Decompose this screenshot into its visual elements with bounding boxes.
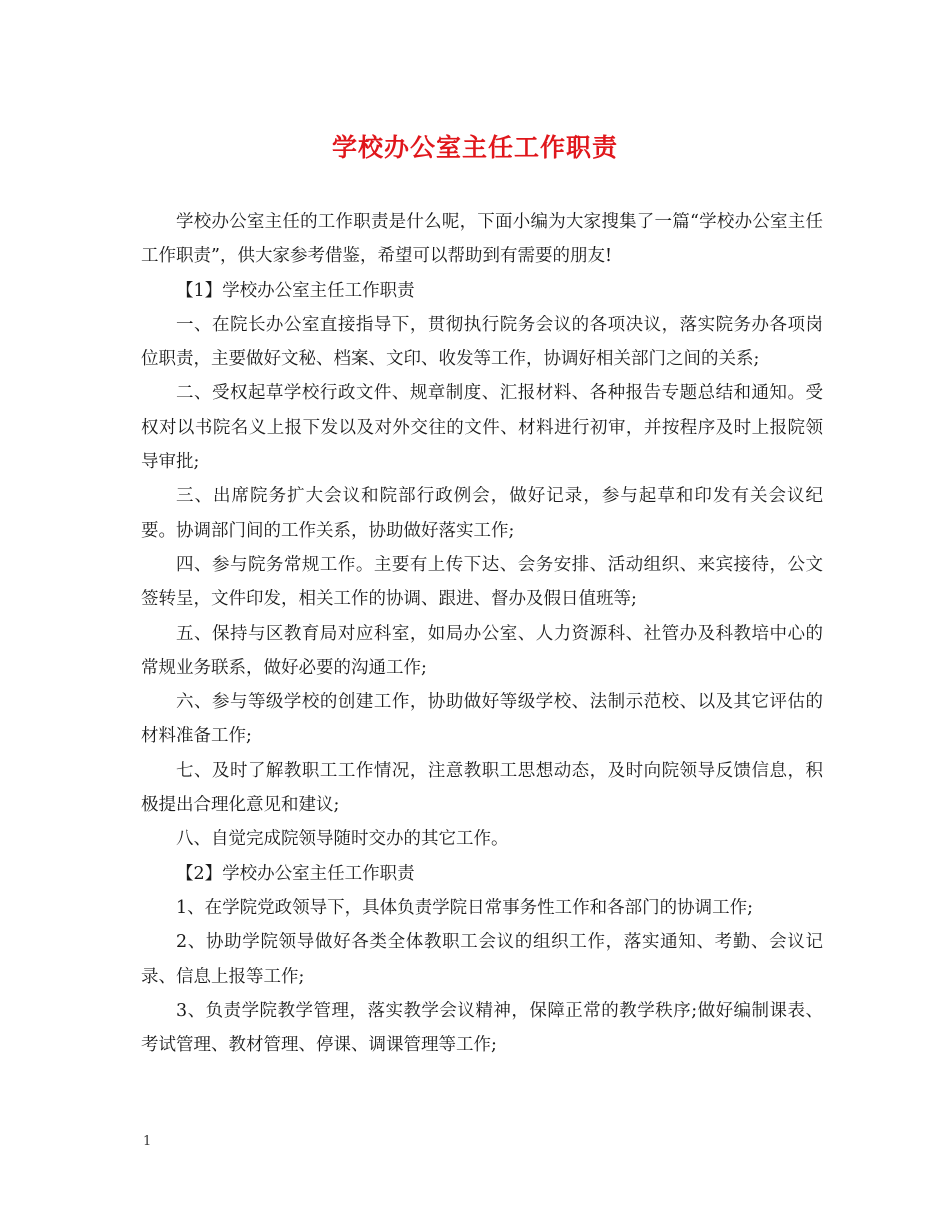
document-body: [141, 205, 823, 1062]
paragraph-item: 二、受权起草学校行政文件、规章制度、汇报材料、各种报告专题总结和通知。受权对以书院名义上报下发以及对外交往的文件、材料进行初审，并按程序及时上报院领导审批;: [141, 383, 823, 473]
paragraph-intro: 学校办公室主任的工作职责是什么呢，下面小编为大家搜集了一篇“学校办公室主任工作职责”，供大家参考借鉴，希望可以帮助到有需要的朋友!: [141, 212, 823, 267]
document-title: 学校办公室主任工作职责: [331, 133, 618, 162]
paragraph-item: 一、在院长办公室直接指导下，贯彻执行院务会议的各项决议，落实院务办各项岗位职责，主要做好文秘、档案、文印、收发等工作，协调好相关部门之间的关系;: [141, 314, 823, 370]
section-heading-2: 【2】学校办公室主任工作职责: [176, 863, 415, 884]
paragraph-item: 六、参与等级学校的创建工作，协助做好等级学校、法制示范校、以及其它评估的材料准备工作;: [141, 692, 823, 747]
paragraph-item: 五、保持与区教育局对应科室，如局办公室、人力资源科、社管办及科教培中心的常规业务联系，做好必要的沟通工作;: [141, 623, 823, 678]
paragraph-item: 八、自觉完成院领导随时交办的其它工作。: [176, 829, 509, 850]
paragraph-item: 3、负责学院教学管理，落实教学会议精神，保障正常的教学秩序;做好编制课表、考试管理、教材管理、停课、调课管理等工作;: [141, 1000, 823, 1056]
paragraph-item: 2、协助学院领导做好各类全体教职工会议的组织工作，落实通知、考勤、会议记录、信息上报等工作;: [141, 932, 823, 987]
paragraph-item: 七、及时了解教职工工作情况，注意教职工思想动态，及时向院领导反馈信息，积极提出合理化意见和建议;: [141, 760, 823, 816]
paragraph-item: 1、在学院党政领导下，具体负责学院日常事务性工作和各部门的协调工作;: [176, 897, 754, 918]
page-number: 1: [143, 1134, 152, 1149]
section-heading-1: 【1】学校办公室主任工作职责: [176, 280, 415, 301]
paragraph-item: 三、出席院务扩大会议和院部行政例会，做好记录，参与起草和印发有关会议纪要。协调部门间的工作关系，协助做好落实工作;: [141, 486, 823, 541]
paragraph-item: 四、参与院务常规工作。主要有上传下达、会务安排、活动组织、来宾接待，公文签转呈，文件印发，相关工作的协调、跟进、督办及假日值班等;: [141, 554, 823, 610]
